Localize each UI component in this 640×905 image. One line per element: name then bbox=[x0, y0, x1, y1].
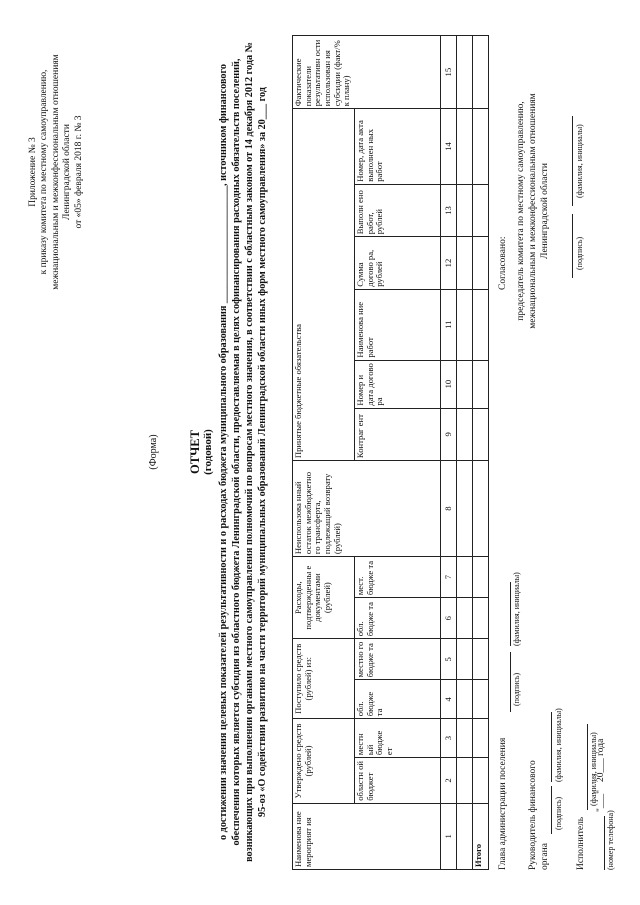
col-number: 8 bbox=[441, 461, 457, 557]
appendix-line-2: межнациональным и межконфессиональным отношениям bbox=[50, 54, 61, 290]
sign-caption: (подпись) bbox=[512, 672, 521, 706]
col-number: 6 bbox=[441, 598, 457, 639]
date-year: 20___ года bbox=[596, 738, 606, 782]
name-line bbox=[551, 712, 552, 782]
chair-line-3: Ленинградской области bbox=[540, 163, 550, 259]
name-line bbox=[572, 116, 573, 206]
col-number: 5 bbox=[441, 639, 457, 680]
appendix-header bbox=[28, 52, 85, 292]
sign-caption: (подпись) bbox=[575, 236, 584, 270]
col-number: 7 bbox=[441, 557, 457, 598]
col-number: 13 bbox=[441, 184, 457, 237]
report-description: о достижении значения целевых показателей результативности и о расходах бюджета муниципального образования _______________________, источником финансового обеспечения которых является субсидия из областного бюджета Ленинградской области, предоставляемая в целях софинансирования расходных обязательств поселений, возникающих при выполнении органами местного самоуправления полномочий по вопросам местного значения, в соответствии с областным законом от 14 декабря 2012 года № 95-оз «О содействии развитию на части территорий муниципальных образований Ленинградской области иных форм местного самоуправления» за 20___ год bbox=[218, 42, 269, 862]
sub-act: Номер, дата акта выполнен ных работ bbox=[355, 109, 441, 184]
col-number: 12 bbox=[441, 237, 457, 290]
date-day: "___" bbox=[596, 789, 606, 812]
appendix-line-3: Ленинградской области bbox=[62, 124, 73, 220]
number-row bbox=[441, 36, 457, 870]
sub-approved-mest: местн ый бюдже ет bbox=[355, 719, 441, 758]
name-line bbox=[587, 724, 588, 810]
total-row bbox=[473, 36, 489, 870]
phone-caption: (номер телефона) bbox=[606, 810, 615, 870]
report-subtitle: (годовой) bbox=[202, 429, 214, 475]
col-number: 3 bbox=[441, 719, 457, 758]
col-number: 11 bbox=[441, 289, 457, 360]
rotated-sheet bbox=[20, 22, 620, 882]
sub-work-name: Наименова ние работ bbox=[355, 289, 441, 360]
total-label: Итого bbox=[473, 803, 489, 869]
form-label: (Форма) bbox=[148, 434, 159, 470]
col-number: 4 bbox=[441, 680, 457, 719]
phone-line bbox=[604, 816, 605, 870]
col-received-header: Поступило средств (рублей) из: bbox=[293, 639, 355, 719]
col-number: 9 bbox=[441, 408, 457, 461]
appendix-number: Приложение № 3 bbox=[28, 137, 38, 207]
col-unused-header: Неиспользова нный остаток межбюджетно го трансферта, подлежащий возврату (рублей) bbox=[293, 461, 441, 557]
signature-line bbox=[510, 652, 511, 712]
sub-done: Выполн ено работ, рублей bbox=[355, 184, 441, 237]
sub-contract-sum: Сумма догово ра, рублей bbox=[355, 237, 441, 290]
col-approved-header: Утверждено средств (рублей) bbox=[293, 719, 355, 804]
col-number: 14 bbox=[441, 109, 457, 184]
sign-caption: (подпись) bbox=[554, 796, 563, 830]
executor-label: Исполнитель bbox=[576, 816, 586, 870]
agreed-label: Согласовано: bbox=[498, 236, 508, 290]
head-admin-label: Глава администрации поселения bbox=[498, 737, 508, 870]
report-table bbox=[292, 35, 489, 870]
fin-head-label-2: органа bbox=[540, 843, 550, 870]
col-number: 15 bbox=[441, 36, 457, 109]
chair-line-1: председатель комитета по местному самоуправлению, bbox=[516, 101, 526, 321]
signature-line bbox=[551, 786, 552, 834]
chair-line-2: межнациональным и межконфессиональным отношениям bbox=[528, 93, 538, 329]
col-expenses-header: Расходы, подтвержденны е документами (рублей) bbox=[293, 557, 355, 639]
sub-received-obl: обл. бюдже та bbox=[355, 680, 441, 719]
fio-caption: (фамилия, инициалы) bbox=[589, 732, 598, 806]
fio-caption: (фамилия, инициалы) bbox=[512, 572, 521, 646]
appendix-line-4: от «05» февраля 2018 г. № 3 bbox=[73, 115, 84, 229]
fio-caption: (фамилия, инициалы) bbox=[575, 124, 584, 198]
sub-contractor: Контраг ент bbox=[355, 408, 441, 461]
sub-contract-num: Номер и дата догово ра bbox=[355, 360, 441, 408]
col-number: 10 bbox=[441, 360, 457, 408]
col-name-header: Наименова ние мероприят ия bbox=[293, 803, 441, 869]
fin-head-label: Руководитель финансового bbox=[528, 760, 538, 870]
appendix-line-1: к приказу комитета по местному самоуправлению, bbox=[39, 69, 50, 275]
report-title: ОТЧЕТ bbox=[188, 430, 202, 474]
signature-line bbox=[572, 214, 573, 278]
name-line bbox=[510, 582, 511, 646]
col-indicators-header: Фактические показатели результативн ости использован ия субсидии (факт/% к плану) bbox=[293, 36, 441, 109]
sub-expenses-mest: мест. бюдже та bbox=[355, 557, 441, 598]
empty-row bbox=[457, 36, 473, 870]
sub-received-mest: местно го бюдже та bbox=[355, 639, 441, 680]
fio-caption: (фамилия, инициалы) bbox=[554, 708, 563, 782]
col-obligations-header: Принятые бюджетные обязательства bbox=[293, 109, 355, 461]
col-number: 1 bbox=[441, 803, 457, 869]
sub-expenses-obl: обл. бюдже та bbox=[355, 598, 441, 639]
col-number: 2 bbox=[441, 758, 457, 804]
sub-approved-obl: областн ой бюджет bbox=[355, 758, 441, 804]
